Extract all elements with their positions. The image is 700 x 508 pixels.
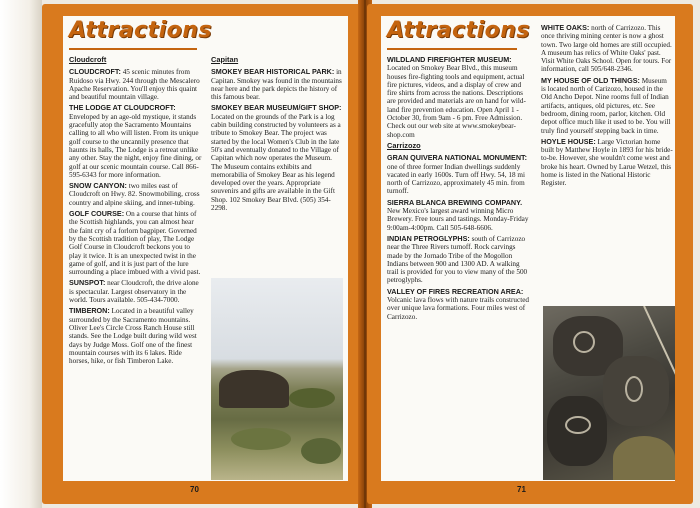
- petroglyph-mark: [625, 376, 643, 402]
- entry: WHITE OAKS: north of Carrizozo. This once thriving mining center is now a ghost town. Two large old homes are still occupied. A museum has relics of White Oaks' past. Visit White Oaks School. Open for tours. For information, call 505/648-2346.: [541, 23, 672, 74]
- page-header: Attractions: [69, 18, 213, 43]
- left-column-1: [69, 56, 203, 368]
- page-number: 71: [517, 485, 526, 494]
- page-number: 70: [190, 485, 199, 494]
- section-title: Carrizozo: [387, 140, 421, 150]
- entry: MY HOUSE OF OLD THINGS: Museum is located north of Carizozo, housed in the Old Ancho Depot. Nine rooms full of Indian artifacts, antiques, old pictures, etc. See bedroom, dining room, parlor, kitchen. Old depot office much like it used to be. You will truly find yourself stepping back in time.: [541, 75, 671, 135]
- entry: INDIAN PETROGLYPHS: south of Carrizozo near the Three Rivers turnoff. Rock carvings made by the Jornado Tribe of the Mogollon Indians between 900 and 1300 AD. A walking trail is provided for you to view many of the 500 petroglyphs.: [387, 233, 528, 285]
- entry: SMOKEY BEAR HISTORICAL PARK: in Capitan. Smokey was found in the mountains near here and the park depicts the history of this famous bear.: [211, 67, 342, 102]
- entry: SIERRA BLANCA BREWING COMPANY. New Mexico's largest award winning Micro Brewery. Free tours and tastings. Monday-Friday 9:00am-4:00pm. Call 505-648-6606.: [387, 197, 529, 232]
- entry: TIMBERON: Located in a beautiful valley surrounded by the Sacramento mountains. Oliver Lee's Circle Cross Ranch House still stands. See the Lodge built during wild west days by Judge Moss. Golf one of the finest mountain courses with its 6 lakes. Ride horses, hike, or fish Timberon Lake.: [69, 306, 197, 366]
- entry: SUNSPOT: near Cloudcroft, the drive alone is spectacular. Largest observatory in the world. Tours available. 505-434-7000.: [69, 278, 199, 305]
- page-stack-edge: [0, 0, 42, 508]
- left-page: [42, 4, 362, 504]
- entry: SNOW CANYON: two miles east of Cloudcroft on Hwy. 82. Snowmobiling, cross country and alpine skiing, and inner-tubing.: [69, 181, 200, 207]
- right-page: [367, 4, 693, 504]
- right-column-2: [541, 24, 673, 191]
- right-column-1: [387, 56, 531, 324]
- petroglyph-mark: [573, 331, 595, 353]
- header-rule: [69, 48, 197, 50]
- section-title: Capitan: [211, 55, 239, 64]
- left-page-content: [63, 16, 348, 481]
- section-title: Cloudcroft: [69, 55, 107, 64]
- entry: VALLEY OF FIRES RECREATION AREA: Volcanic lava flows with nature trails constructed over unique lava formations. Four miles west of Carrizozo.: [387, 286, 529, 321]
- landscape-photo: [211, 278, 343, 480]
- entry: SMOKEY BEAR MUSEUM/GIFT SHOP: Located on the grounds of the Park is a log cabin building constructed by volunteers as a tribute to Smokey Bear. The project was started by the local Women's Club in the late 50's and eventually donated to the Village of Capitan which now operates the Museum. The Museum contains exhibits and memorabilia of Smokey Bear as his legend developed over the years. Appropriate souvenirs and gifts are available in the Gift Shop. 102 Smokey Bear Blvd. (505) 354-2298.: [211, 103, 342, 213]
- left-column-2: [211, 56, 343, 215]
- right-page-content: [381, 16, 675, 481]
- page-header: Attractions: [387, 18, 531, 43]
- entry: HOYLE HOUSE: Large Victorian home built by Matthew Hoyle in 1893 for his bride-to-be. However, she wouldn't come west and broke his heart. Owned by Larue Wetzel, this home is listed in the National Historic Register.: [541, 136, 673, 188]
- petroglyph-mark: [565, 416, 591, 434]
- entry: THE LODGE AT CLOUDCROFT: Enveloped by an age-old mystique, it stands gracefully atop the Sacramento Mountains calling to all who will listen. From its unique golf course to the uncannily presence that haunts its halls, The Lodge is a retreat unlike any other. Stay the night, enjoy fine dining, or golf at our scenic mountain course. Call 866-595-6343 for more information.: [69, 103, 202, 179]
- lava-mound: [219, 370, 289, 408]
- petroglyph-photo: [543, 306, 675, 480]
- entry: CLOUDCROFT: 45 scenic minutes from Ruidoso via Hwy. 244 through the Mescalero Apache Reservation. You'll enjoy this quaint and beautiful mountain village.: [69, 67, 200, 102]
- header-rule: [387, 48, 517, 50]
- entry: GOLF COURSE: On a course that hints of the Scottish highlands, you can almost hear the faint cry of a forlorn bagpiper. Governed by the Scottish tradition of play, The Lodge Golf Course in Cloudcroft beckons you to play it twice. It is an unexpected twist in the game of golf, and it is just part of the lure surrounding a place imbued with a vivid past.: [69, 209, 201, 277]
- entry: WILDLAND FIREFIGHTER MUSEUM: Located on Smokey Bear Blvd., this museum houses fire-fighting tools and equipment, actual fire pictures, videos, and a display of crew and fire shirts from across the nations. Descriptions are provided and materials are on hand for wild-land fire prevention education. Open April 1 - October 30, from 9am - 6 pm. Free Admission. Check out our web site at www.smokeybear-shop.com: [387, 55, 526, 139]
- entry: GRAN QUIVERA NATIONAL MONUMENT: one of three former Indian dwellings suddenly vacated in early 1600s. Turn off Hwy. 54, 18 mi north of Carrizozo, approximately 45 min. from turnoff.: [387, 153, 528, 196]
